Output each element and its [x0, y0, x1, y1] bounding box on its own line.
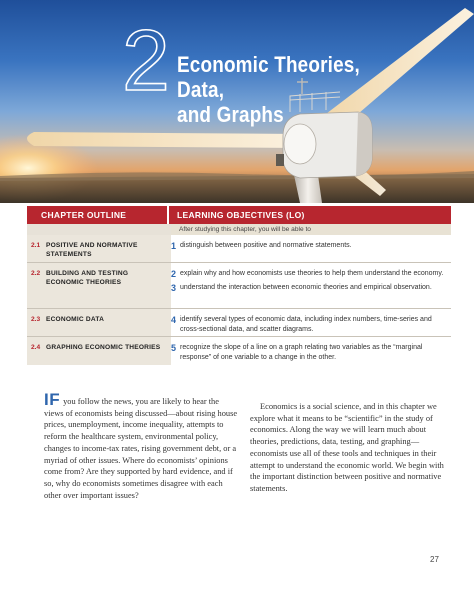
learning-objective: [171, 315, 445, 335]
learning-objective: [171, 343, 445, 363]
table-row: [27, 263, 451, 309]
outline-section: [27, 235, 171, 262]
learning-objective: [171, 269, 445, 279]
chapter-title-line-1: Economic Theories, Data,: [177, 52, 360, 102]
objective-number: 5: [171, 343, 177, 353]
chapter-outline-header: CHAPTER OUTLINE: [27, 206, 169, 224]
learning-objectives-header: LEARNING OBJECTIVES (LO): [177, 210, 305, 220]
chapter-number: 2: [122, 13, 170, 109]
objective-text: explain why and how economists use theories to help them understand the economy.: [180, 270, 444, 277]
learning-objective: [171, 283, 445, 293]
table-row: [27, 309, 451, 337]
table-row: [27, 235, 451, 263]
table-row: [27, 337, 451, 365]
objective-number: 3: [171, 283, 177, 293]
dropcap: IF: [44, 390, 61, 409]
objective-number: 2: [171, 269, 177, 279]
chapter-outline-table: [27, 206, 451, 365]
section-number: 2.1: [31, 242, 41, 249]
objective-number: 4: [171, 315, 177, 325]
objectives-intro: After studying this chapter, you will be able to: [171, 224, 451, 235]
objective-text: recognize the slope of a line on a graph relating two variables as the “marginal response” of one variable to a change in the other.: [180, 344, 423, 361]
chapter-hero-image: [0, 0, 474, 203]
section-number: 2.2: [31, 270, 41, 277]
learning-objective: [171, 241, 445, 251]
objective-text: distinguish between positive and normative statements.: [180, 242, 352, 249]
table-header: [27, 206, 451, 224]
outline-section: [27, 309, 171, 336]
objectives-intro-row: [27, 224, 451, 235]
section-title: ECONOMIC DATA: [46, 316, 105, 323]
section-title: POSITIVE AND NORMATIVE STATEMENTS: [46, 242, 138, 258]
chapter-title: [177, 52, 401, 127]
objective-text: identify several types of economic data, including index numbers, time-series and cross-sectional data, and scatter diagrams.: [180, 316, 432, 333]
section-number: 2.3: [31, 316, 41, 323]
section-title: BUILDING AND TESTING ECONOMIC THEORIES: [46, 270, 129, 286]
section-number: 2.4: [31, 344, 41, 351]
page-number: 27: [430, 555, 439, 564]
objective-text: understand the interaction between economic theories and empirical observation.: [180, 284, 432, 291]
objective-number: 1: [171, 241, 177, 251]
intro-paragraph-right: Economics is a social science, and in this chapter we explore what it means to be “scientific” in the study of economics. Along the way we will learn much about theories, predictions, data, testing, and graphing—economists use all of these tools and techniques in their attempt to understand the economic world. We begin with the important distinction between positive and normative statements.: [250, 402, 444, 493]
outline-section: [27, 263, 171, 308]
intro-paragraph-left: [44, 390, 240, 501]
outline-section: [27, 337, 171, 365]
chapter-title-line-2: and Graphs: [177, 102, 284, 127]
section-title: GRAPHING ECONOMIC THEORIES: [46, 344, 161, 351]
intro-text-left: you follow the news, you are likely to hear the views of economists being discussed—about rising house prices, unemployment, income inequality, attempts to reform the healthcare system, environmental policy, changes to income-tax rates, rising government debt, or a myriad of other issues. Where do economists’ opinions come from? Are they supported by hard evidence, and if so, why do economists sometimes disagree with each other over important issues?: [44, 397, 238, 500]
